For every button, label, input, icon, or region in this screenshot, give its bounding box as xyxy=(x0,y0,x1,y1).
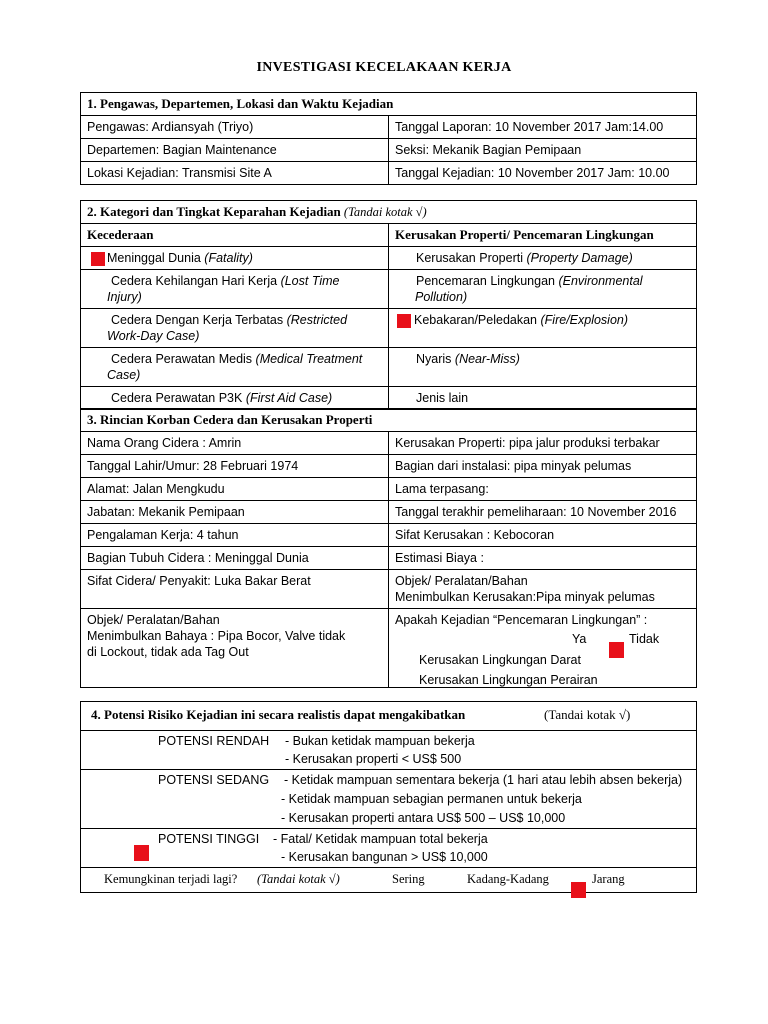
section-2-table xyxy=(80,200,697,410)
potential-medium-row[interactable] xyxy=(80,770,697,829)
section-3-table xyxy=(80,408,697,688)
supervisor-field: Pengawas: Ardiansyah (Triyo) xyxy=(81,116,389,139)
hazard-object-value: Menimbulkan Bahaya : Pipa Bocor, Valve tidak xyxy=(87,629,346,643)
birth-date-field: Tanggal Lahir/Umur: 28 Februari 1974 xyxy=(81,455,389,478)
last-maintenance-field: Tanggal terakhir pemeliharaan: 10 November 2016 xyxy=(389,501,697,524)
potential-high-desc: - Kerusakan bangunan > US$ 10,000 xyxy=(281,850,488,864)
category-row[interactable] xyxy=(81,247,389,270)
category-row[interactable] xyxy=(389,247,697,270)
section-3-header: 3. Rincian Korban Cedera dan Kerusakan Properti xyxy=(81,409,697,432)
potential-high-checkbox[interactable] xyxy=(134,845,149,861)
category-label: Pencemaran Lingkungan xyxy=(416,274,555,288)
hazard-object-value-cont: di Lockout, tidak ada Tag Out xyxy=(87,645,249,659)
potential-low-row[interactable] xyxy=(80,731,697,770)
section-1-header: 1. Pengawas, Departemen, Lokasi dan Waktu Kejadian xyxy=(81,93,697,116)
incident-date-field: Tanggal Kejadian: 10 November 2017 Jam: 10.00 xyxy=(389,162,697,185)
category-label: Kerusakan Properti xyxy=(416,251,524,265)
section-4-header xyxy=(80,701,697,731)
fatality-checkbox[interactable] xyxy=(91,252,105,266)
category-label-en: (Restricted xyxy=(286,313,348,327)
category-label-en: (Medical Treatment xyxy=(255,352,363,366)
section-2-header xyxy=(81,201,697,224)
recurrence-row xyxy=(80,868,697,893)
recurrence-sometimes-option[interactable]: Kadang-Kadang xyxy=(467,872,549,886)
column-property-header: Kerusakan Properti/ Pencemaran Lingkungan xyxy=(389,224,697,247)
potential-low-desc: - Bukan ketidak mampuan bekerja xyxy=(285,734,475,748)
category-row[interactable] xyxy=(81,309,389,348)
potential-medium-desc: - Ketidak mampuan sementara bekerja (1 hari atau lebih absen bekerja) xyxy=(284,773,683,787)
recurrence-rare-checkbox[interactable] xyxy=(571,882,586,898)
category-label-en: (Fire/Explosion) xyxy=(540,313,629,327)
potential-high-row[interactable] xyxy=(80,829,697,868)
category-label-en: (Property Damage) xyxy=(526,251,633,265)
category-label-en: (Fatality) xyxy=(204,251,253,265)
injury-nature-field: Sifat Cidera/ Penyakit: Luka Bakar Berat xyxy=(81,570,389,609)
yes-option[interactable]: Ya xyxy=(572,632,587,646)
potential-high-desc: - Fatal/ Ketidak mampuan total bekerja xyxy=(273,832,488,846)
category-row[interactable] xyxy=(81,270,389,309)
category-label-cont: Pollution) xyxy=(415,290,468,304)
installation-part-field: Bagian dari instalasi: pipa minyak pelumas xyxy=(389,455,697,478)
category-label: Meninggal Dunia xyxy=(107,251,201,265)
hazard-object-label: Objek/ Peralatan/Bahan xyxy=(87,613,220,627)
potential-medium-desc: - Ketidak mampuan sebagian permanen untuk bekerja xyxy=(281,792,582,806)
no-option[interactable]: Tidak xyxy=(629,632,660,646)
pollution-question-field xyxy=(389,609,697,688)
fire-explosion-checkbox[interactable] xyxy=(397,314,411,328)
location-field: Lokasi Kejadian: Transmisi Site A xyxy=(81,162,389,185)
section-4-note: (Tandai kotak √) xyxy=(544,707,631,722)
potential-low-desc: - Kerusakan properti < US$ 500 xyxy=(285,752,462,766)
recurrence-rare-option[interactable]: Jarang xyxy=(592,872,625,886)
section-2-note: (Tandai kotak √) xyxy=(343,205,427,219)
section-4 xyxy=(80,701,697,893)
section-4-title: 4. Potensi Risiko Kejadian ini secara realistis dapat mengakibatkan xyxy=(91,707,466,722)
no-checkbox[interactable] xyxy=(609,642,624,658)
category-row[interactable] xyxy=(389,387,697,410)
recurrence-often-option[interactable]: Sering xyxy=(392,872,425,886)
category-label-cont: Case) xyxy=(107,368,141,382)
damage-object-field xyxy=(389,570,697,609)
category-row[interactable] xyxy=(389,270,697,309)
category-label-en: (First Aid Case) xyxy=(245,391,333,405)
injured-body-part-field: Bagian Tubuh Cidera : Meninggal Dunia xyxy=(81,547,389,570)
potential-low-label: POTENSI RENDAH xyxy=(158,734,270,748)
category-label: Kebakaran/Peledakan xyxy=(414,313,538,327)
land-damage-option[interactable]: Kerusakan Lingkungan Darat xyxy=(419,653,581,667)
water-damage-option[interactable]: Kerusakan Lingkungan Perairan xyxy=(419,673,598,687)
potential-medium-desc: - Kerusakan properti antara US$ 500 – US$ 10,000 xyxy=(281,811,566,825)
category-row[interactable] xyxy=(81,348,389,387)
department-field: Departemen: Bagian Maintenance xyxy=(81,139,389,162)
potential-medium-label: POTENSI SEDANG xyxy=(158,773,270,787)
address-field: Alamat: Jalan Mengkudu xyxy=(81,478,389,501)
column-injury-header: Kecederaan xyxy=(81,224,389,247)
section-2-title: 2. Kategori dan Tingkat Keparahan Kejadian xyxy=(87,204,341,219)
section-field: Seksi: Mekanik Bagian Pemipaan xyxy=(389,139,697,162)
damage-nature-field: Sifat Kerusakan : Kebocoran xyxy=(389,524,697,547)
category-label: Jenis lain xyxy=(416,391,469,405)
job-title-field: Jabatan: Mekanik Pemipaan xyxy=(81,501,389,524)
installed-duration-field: Lama terpasang: xyxy=(389,478,697,501)
category-label: Cedera Perawatan Medis xyxy=(111,352,253,366)
work-experience-field: Pengalaman Kerja: 4 tahun xyxy=(81,524,389,547)
category-label-cont: Injury) xyxy=(107,290,142,304)
category-label-cont: Work-Day Case) xyxy=(107,329,200,343)
potential-high-label: POTENSI TINGGI xyxy=(158,832,260,846)
category-label-en: (Near-Miss) xyxy=(454,352,520,366)
hazard-object-field xyxy=(81,609,389,688)
property-damage-field: Kerusakan Properti: pipa jalur produksi terbakar xyxy=(389,432,697,455)
document-title: INVESTIGASI KECELAKAAN KERJA xyxy=(256,60,512,75)
pollution-question: Apakah Kejadian “Pencemaran Lingkungan” : xyxy=(395,613,648,627)
category-label: Cedera Perawatan P3K xyxy=(111,391,243,405)
recurrence-note: (Tandai kotak √) xyxy=(257,872,340,886)
recurrence-question: Kemungkinan terjadi lagi? xyxy=(104,872,238,886)
cost-estimate-field: Estimasi Biaya : xyxy=(389,547,697,570)
category-label: Nyaris xyxy=(416,352,452,366)
damage-object-value: Menimbulkan Kerusakan:Pipa minyak pelumas xyxy=(395,590,655,604)
category-label-en: (Environmental xyxy=(558,274,643,288)
category-label: Cedera Kehilangan Hari Kerja xyxy=(111,274,278,288)
category-row[interactable] xyxy=(389,309,697,348)
category-label-en: (Lost Time xyxy=(280,274,340,288)
category-label: Cedera Dengan Kerja Terbatas xyxy=(111,313,284,327)
section-1-table xyxy=(80,92,697,185)
damage-object-label: Objek/ Peralatan/Bahan xyxy=(395,574,528,588)
category-row[interactable] xyxy=(389,348,697,387)
category-row[interactable] xyxy=(81,387,389,410)
victim-name-field: Nama Orang Cidera : Amrin xyxy=(81,432,389,455)
report-date-field: Tanggal Laporan: 10 November 2017 Jam:14.00 xyxy=(389,116,697,139)
